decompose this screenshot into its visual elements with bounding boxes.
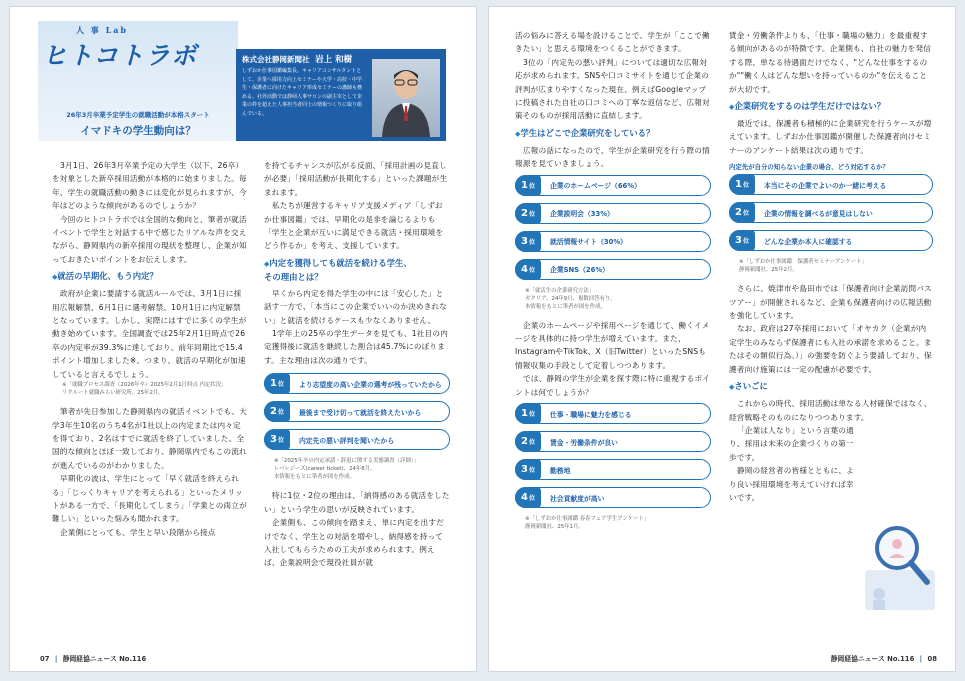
publication-name: 静岡経協ニュース No.116 — [62, 655, 147, 663]
left-col-1 — [52, 159, 248, 539]
rank-item — [515, 487, 711, 508]
rank-item — [264, 401, 450, 422]
source-note: ※「就職プロセス調査（2026年卒）2025年2月1日時点 内定状況」 リクルート就職みらい研究所、25年2月。 — [62, 382, 227, 397]
left-col-2 — [264, 159, 450, 570]
rank-item — [515, 403, 711, 424]
author-name: 岩上 和樹 — [315, 55, 353, 65]
rank-badge: 4 位 — [515, 259, 541, 280]
rank-label: 賃金・労働条件が良い — [550, 438, 618, 447]
rank-badge: 1 位 — [515, 175, 541, 196]
paragraph: 静岡の経営者の皆様とともに、より良い採用環境を考えていければ幸いです。 — [729, 466, 854, 502]
author-name-line — [242, 53, 352, 65]
logo-title: ヒトコトラボ — [42, 41, 198, 70]
paragraph: 3月1日、26年3月卒業予定の大学生（以下、26卒）を対象とした新卒採用活動が本格的に始まりました。毎年、学生の就職活動の動きには変化が見られますが、今年はどのような傾向があるのでしょうか？ — [52, 161, 247, 211]
diamond-icon: ◆ — [729, 383, 735, 392]
rank-badge: 3 位 — [515, 459, 541, 480]
diamond-icon: ◆ — [515, 129, 521, 138]
rank-item — [515, 203, 711, 224]
paragraph: 私たちが運営するキャリア支援メディア「しずおか仕事図鑑」では、早期化の是非を論じるよりも「学生と企業が互いに満足できる就活・採用環境をどう作るか」を考え、支援しています。 — [264, 201, 444, 251]
rank-item — [264, 373, 450, 394]
diamond-icon: ◆ — [264, 259, 270, 268]
paragraph: さらに、焼津市や島田市では「保護者向け企業訪問バスツアー」が開催されるなど、企業も保護者向けの広報活動を強化しています。 — [729, 284, 932, 321]
rank-badge: 3 位 — [729, 230, 755, 251]
question-heading: 内定先が自分の知らない企業の場合、どう対応するか？ — [729, 163, 889, 172]
rank-badge: 3 位 — [264, 429, 290, 450]
rank-label: より志望度の高い企業の選考が残っていたから — [299, 380, 442, 389]
person-photo-icon — [372, 59, 440, 137]
rank-badge: 2 位 — [729, 202, 755, 223]
footer-left — [40, 653, 146, 663]
paragraph: 政府が企業に要請する就活ルールでは、3月1日に採用広報解禁、6月1日に選考解禁、10月1日に内定解禁となっています。しかし、実際にはすでに多くの学生が動き始めています。全国調査では25年2月1日時点で26卒の内定率が39.3%に達しており、前年同期比で15.4ポイント増加しました※。つまり、就活の早期化が加速していると言えるでしょう。 — [52, 289, 247, 379]
rank-item — [515, 259, 711, 280]
right-col-1 — [515, 29, 711, 539]
paragraph: 企業のホームページや採用ページを通じて、働くイメージを具体的に持つ学生が増えています。また、InstagramやTikTok、X（旧Twitter）といったSNSも情報収集の手段として定着しつつあります。 — [515, 320, 710, 370]
paragraph: 企業側にとっても、学生と早い段階から接点 — [60, 527, 216, 537]
rank-item — [515, 431, 711, 452]
header-logo-block — [38, 21, 238, 141]
rank-label: 仕事・職場に魅力を感じる — [550, 410, 632, 419]
left-page — [9, 6, 477, 672]
paragraph: 早くから内定を得た学生の中には「安心した」と話す一方で、「本当にこの企業でいいのか決めきれない」と就活を続けるケースも少なくありません。 — [264, 288, 448, 325]
rank-item — [729, 202, 933, 223]
paragraph: 「企業は人なり」という言葉の通り、採用は未来の企業づくりの第一歩です。 — [729, 425, 854, 462]
paragraph: 今回のヒトコトラボでは全国的な動向と、筆者が就活イベントで学生と対話する中で感じたリアルな声を交えながら、静岡県内の新卒採用の現状を整理し、企業が知っておきたいポイントをお伝えします。 — [52, 214, 247, 264]
paragraph: 早期化の波は、学生にとって「早く就活を終えられる」「じっくりキャリアを考えられる」といったメリットがある一方で、「長期化してしまう」「学業との両立が難しい」といった悩みも聞かれます。 — [52, 474, 247, 524]
rank-label: どんな企業か本人に確認する — [764, 237, 853, 246]
rank-badge: 1 位 — [264, 373, 290, 394]
paragraph: 筆者が先日参加した静岡県内の就活イベントでも、大学3年生10名のうち4名が1社以上の内定または内々定を得ており、2名はすでに就活を終了していました。全国的な傾向とほぼ一致しており、静岡県内でもこの流れが進んでいるのがわかりました。 — [52, 407, 248, 470]
footer-divider: | — [54, 655, 58, 663]
section-heading: ◆企業研究をするのは学生だけではない？ — [729, 101, 886, 112]
paragraph: 活の悩みに答える場を設けることで、学生が「ここで働きたい」と思える環境をつくることができます。 — [515, 31, 710, 54]
paragraph: 3位の「内定先の悪い評判」については適切な広報対応が求められます。SNSや口コミサイトを通じて企業の評判が広まりやすくなった現在、例えばGoogleマップに投稿された自社の口コミへの丁寧な返信など、広報対策そのものが採用活動に直結します。 — [515, 57, 710, 121]
rank-badge: 3 位 — [515, 231, 541, 252]
rank-item — [264, 429, 450, 450]
rank-badge: 2 位 — [515, 203, 541, 224]
paragraph: 1学年上の25卒の学生データを見ても、1社目の内定獲得後に就活を継続した割合は45.7%にのぼります。主な理由は次の通りです。 — [264, 329, 448, 365]
footer-right — [831, 653, 937, 663]
rank-label: 企業SNS（26%） — [550, 266, 609, 275]
paragraph: 広報の話になったので、学生が企業研究を行う際の情報源を見ていきましょう。 — [515, 145, 710, 169]
rank-label: 勤務地 — [550, 466, 571, 475]
rank-label: 企業のホームページ（66%） — [550, 182, 641, 191]
rank-badge: 1 位 — [515, 403, 541, 424]
magnifying-glass-icon — [859, 512, 941, 612]
footer-divider: | — [919, 655, 923, 663]
rank-label: 内定先の悪い評判を聞いたから — [299, 436, 395, 445]
paragraph: 最近では、保護者も積極的に企業研究を行うケースが増えています。しずおか仕事図鑑が開催した保護者向けセミナーのアンケート結果は次の通りです。 — [729, 119, 932, 155]
source-note: ※「就活生の企業研究方法」 ガクリア、24年9月、複数回答有り。 本情報をもとに筆者が図を作成。 — [525, 287, 616, 310]
right-col-2 — [729, 29, 933, 504]
source-note: ※「2025年卒の内定承諾・辞退に関する実態調査（詳細）」 レバレジーズ(career ticket)、24年8月。 本情報をもとに筆者が図を作成。 — [274, 458, 419, 481]
rank-item — [729, 174, 933, 195]
rank-label: 企業の情報を調べるが意見はしない — [764, 209, 873, 218]
page-number: 07 — [40, 655, 50, 663]
rank-item — [515, 459, 711, 480]
rank-badge: 2 位 — [515, 431, 541, 452]
section-heading: ◆さいごに — [729, 381, 768, 392]
diamond-icon: ◆ — [729, 103, 735, 112]
rank-badge: 4 位 — [515, 487, 541, 508]
source-note: ※「しずおか仕事図鑑 春春フェア学生アンケート」 静岡新聞社、25年1月。 — [525, 516, 650, 531]
rank-label: 社会貢献度が高い — [550, 494, 605, 503]
author-photo — [372, 59, 440, 137]
publication-name: 静岡経協ニュース No.116 — [830, 655, 915, 663]
rank-label: 企業説明会（33%） — [550, 210, 614, 219]
diamond-icon: ◆ — [52, 273, 58, 282]
author-bio: しずおか仕事図鑑編集長。キャリアコンサルタントとして、企業へ採用力向上セミナーや大学・高校・中学生・保護者に向けたキャリア形成セミナーの講師も務める。社外活動では静岡人事サロンの副主宰として企業の枠を超えた人事担当者同士の情報つくりに取り組んでいる。 — [242, 68, 363, 117]
right-page — [488, 6, 956, 672]
rank-label: 本当にその企業でよいのか一緒に考える — [764, 181, 887, 190]
rank-badge: 1 位 — [729, 174, 755, 195]
rank-item — [515, 175, 711, 196]
rank-item — [515, 231, 711, 252]
author-box — [236, 49, 446, 141]
section-heading: ◆内定を獲得しても就活を続ける学生、 その理由とは？ — [264, 257, 412, 282]
paragraph: では、静岡の学生が企業を探す際に特に重視するポイントは何でしょうか？ — [515, 374, 711, 397]
paragraph: 企業側も、この傾向を踏まえ、単に内定を出すだけでなく、学生との対話を増やし、納得感を持って入社してもらうための工夫が求められます。例えば、企業説明会で現役社員が就 — [264, 518, 444, 568]
paragraph: 特に1位・2位の理由は、「納得感のある就活をしたい」という学生の思いが反映されています。 — [264, 491, 450, 514]
rank-badge: 2 位 — [264, 401, 290, 422]
paragraph: を持てるチャンスが広がる反面、「採用計画の見直しが必要」「採用活動が長期化する」といった課題が生まれます。 — [264, 161, 448, 197]
rank-item — [729, 230, 933, 251]
section-heading: ◆就活の早期化、もう内定？ — [52, 271, 158, 282]
section-heading: ◆学生はどこで企業研究をしている？ — [515, 127, 655, 138]
kicker-text: 人 事 Lab — [76, 25, 128, 35]
rank-label: 就活情報サイト（30%） — [550, 238, 627, 247]
subtitle-text: 26年3月卒業予定学生の就職活動が本格スタート — [66, 111, 210, 119]
author-company: 株式会社静岡新聞社 — [242, 55, 310, 64]
paragraph: 賃金・労働条件よりも、「仕事・職場の魅力」を最重視する傾向があるのが特徴です。企業側も、自社の魅力を発信する際、単なる待遇面だけでなく、"どんな仕事をするのか""働く人はどんな想いを持っているのか"を伝えることが大切です。 — [729, 31, 932, 94]
magnifier-illustration — [859, 512, 941, 612]
page-number: 08 — [927, 655, 937, 663]
paragraph: なお、政府は27卒採用において「オヤカク（企業が内定学生のみならず保護者にも入社の承諾を求めること。またはその類似行為。）」の強要を防ぐよう要請しており、保護者向け施策には一定の配慮が必要です。 — [729, 324, 932, 374]
page-title: イマドキの学生動向は？ — [80, 125, 196, 137]
source-note: ※「しずおか仕事図鑑 保護者セミナーアンケート」 静岡新聞社、25年2月。 — [739, 259, 867, 274]
paragraph: これからの時代、採用活動は単なる人材確保ではなく、経営戦略そのものになりつつあります。 — [729, 399, 932, 422]
rank-label: 最後まで受け切って就活を終えたいから — [299, 408, 422, 417]
